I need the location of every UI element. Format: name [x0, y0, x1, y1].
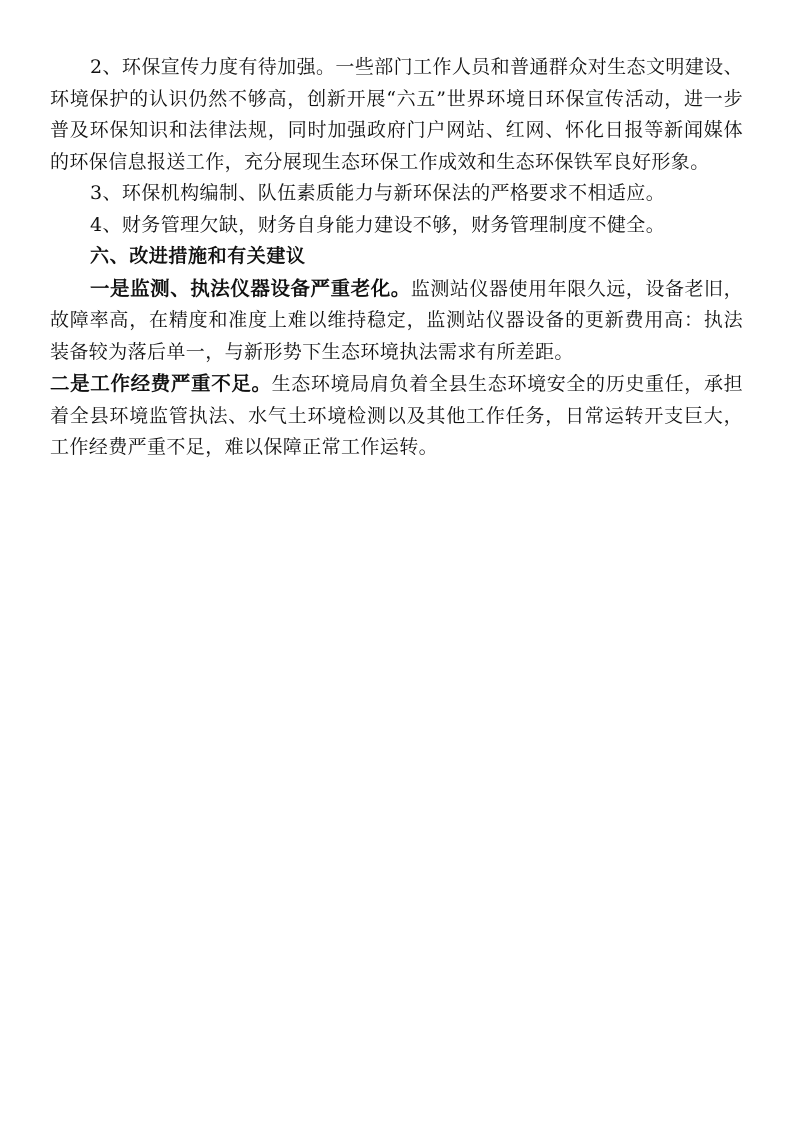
measure-funding-lead: 二是工作经费严重不足。: [50, 372, 272, 395]
measure-equipment: [50, 273, 743, 464]
document-page: [50, 52, 743, 464]
measure-funding-body: 生态环境局肩负着全县生态环境安全的历史重任，承担着全县环境监管执法、水气土环境检测以及其他工作任务，日常运转开支巨大，工作经费严重不足，难以保障正常工作运转。: [50, 373, 743, 458]
paragraph-finance: 4、财务管理欠缺，财务自身能力建设不够，财务管理制度不健全。: [90, 213, 666, 236]
section-heading: 六、改进措施和有关建议: [90, 245, 306, 267]
measure-equipment-lead: 一是监测、执法仪器设备严重老化。: [90, 276, 411, 300]
measure-equipment-body: 监测站仪器使用年限久远，设备老旧，故障率高，在精度和准度上难以维持稳定，监测站仪器设备的更新费用高：执法装备较为落后单一，与新形势下生态环境执法需求有所差距。: [50, 277, 743, 363]
paragraph-staffing: 3、环保机构编制、队伍素质能力与新环保法的严格要求不相适应。: [90, 182, 666, 204]
paragraph-publicity: 2、环保宣传力度有待加强。一些部门工作人员和普通群众对生态文明建设、环境保护的认识仍然不够高，创新开展“六五”世界环境日环保宣传活动，进一步普及环保知识和法律法规，同时加强政府门户网站、红网、怀化日报等新闻媒体的环保信息报送工作，充分展现生态环保工作成效和生态环保铁军良好形象。: [50, 56, 743, 173]
